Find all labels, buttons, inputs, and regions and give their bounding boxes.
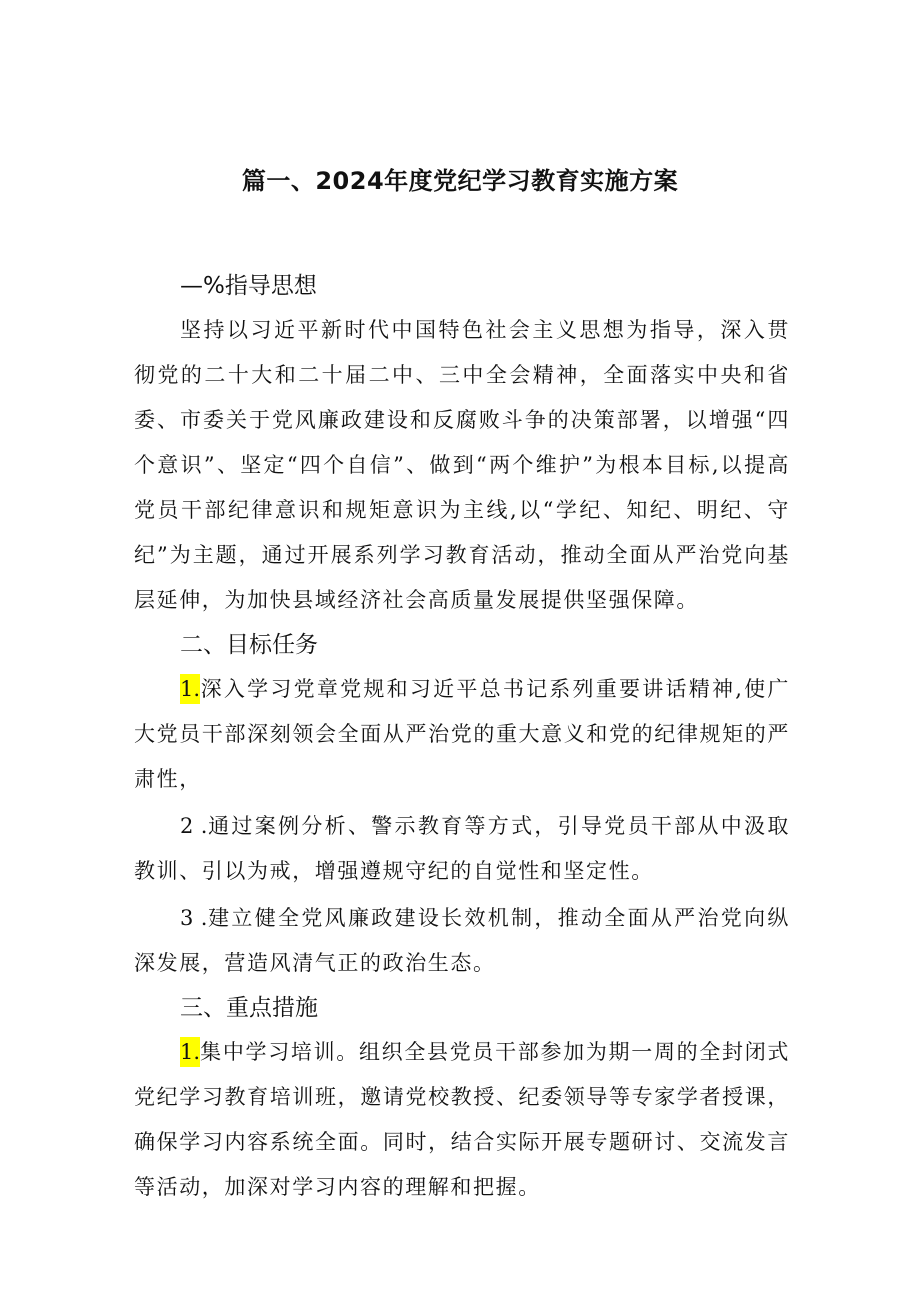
- list-item-text: 集中学习培训。组织全县党员干部参加为期一周的全封闭式党纪学习教育培训班，邀请党校教授、纪委领导等专家学者授课，确保学习内容系统全面。同时，结合实际开展专题研讨、交流发言等活动，加深对学习内容的理解和把握。: [134, 1040, 790, 1199]
- list-item-text: 建立健全党风廉政建设长效机制，推动全面从严治党向纵深发展，营造风清气正的政治生态。: [134, 906, 790, 975]
- list-item-text: 深入学习党章党规和习近平总书记系列重要讲话精神,使广大党员干部深刻领会全面从严治党的重大意义和党的纪律规矩的严肃性，: [134, 677, 790, 791]
- highlighted-item-number: 1.: [180, 1037, 200, 1067]
- highlighted-item-number: 1.: [180, 674, 200, 704]
- list-item-measure-1: [134, 1030, 790, 1210]
- list-item-text: 通过案例分析、警示教育等方式，引导党员干部从中汲取教训、引以为戒，增强遵规守纪的自觉性和坚定性。: [134, 814, 790, 883]
- document-title: 篇一、2024年度党纪学习教育实施方案: [241, 167, 679, 195]
- document-body: [134, 266, 790, 1210]
- list-item-goal-3: [134, 896, 790, 986]
- item-number: 2 .: [180, 814, 208, 838]
- paragraph-guiding-ideology: 坚持以习近平新时代中国特色社会主义思想为指导，深入贯彻党的二十大和二十届二中、三中全会精神，全面落实中央和省委、市委关于党风廉政建设和反腐败斗争的决策部署，以增强“四个意识”、坚定“四个自信”、做到“两个维护”为根本目标,以提高党员干部纪律意识和规矩意识为主线,以“学纪、知纪、明纪、守纪”为主题，通过开展系列学习教育活动，推动全面从严治党向基层延伸，为加快县域经济社会高质量发展提供坚强保障。: [134, 318, 790, 612]
- list-item-goal-2: [134, 804, 790, 894]
- section-heading-key-measures: 三、重点措施: [180, 995, 318, 1021]
- section-heading-guiding-ideology: —%指导思想: [180, 273, 317, 299]
- list-item-goal-1: [134, 667, 790, 802]
- section-heading-goals: 二、目标任务: [180, 632, 318, 658]
- item-number: 3 .: [180, 906, 208, 930]
